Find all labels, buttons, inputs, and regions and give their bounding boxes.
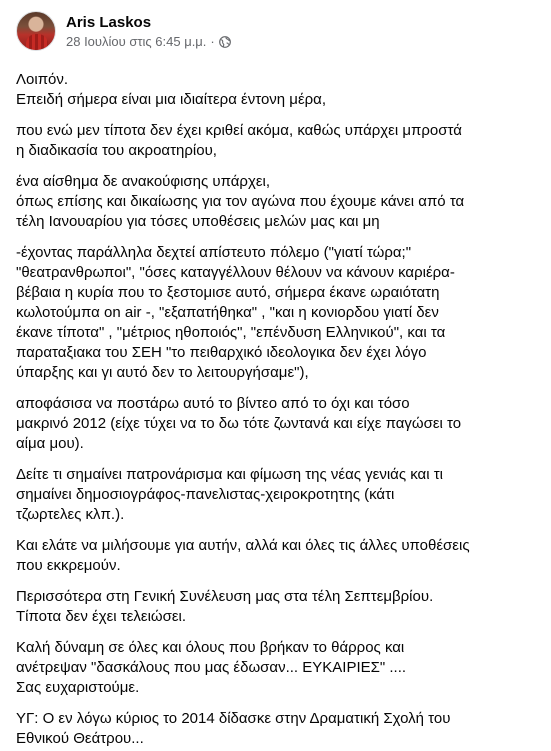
post-line: σημαίνει δημοσιογράφος-πανελιστας-χειροκροτητης (κάτι (16, 486, 395, 503)
post-paragraph (16, 394, 535, 454)
post-header-text (66, 13, 231, 50)
post-line: Επειδή σήμερα είναι μια ιδιαίτερα έντονη μέρα, (16, 91, 326, 108)
post-line: Δείτε τι σημαίνει πατρονάρισμα και φίμωση της νέας γενιάς και τι (16, 466, 443, 483)
post-paragraph (16, 243, 535, 383)
post-line: -έχοντας παράλληλα δεχτεί απίστευτο πόλεμο ("γιατί τώρα;" (16, 244, 412, 261)
post-timestamp[interactable]: 28 Ιουλίου στις 6:45 μ.μ. (66, 33, 207, 49)
post-line: Σας ευχαριστούμε. (16, 679, 140, 696)
post-line: ανέτρεψαν "δασκάλους που μας έδωσαν... ΕΥΚΑΙΡΙΕΣ" .... (16, 659, 407, 676)
post-header (16, 10, 535, 52)
post-paragraph (16, 638, 535, 698)
post-paragraph (16, 172, 535, 232)
post-line: που εκκρεμούν. (16, 557, 121, 574)
post-line: Καλή δύναμη σε όλες και όλους που βρήκαν το θάρρος και (16, 639, 405, 656)
post-line: η διαδικασία του ακροατηρίου, (16, 142, 217, 159)
post-paragraph (16, 465, 535, 525)
post-line: Λοιπόν. (16, 71, 69, 88)
post-line: ΥΓ: Ο εν λόγω κύριος το 2014 δίδασκε στην Δραματική Σχολή του (16, 710, 451, 727)
post-line: ύπαρξης και γι αυτό δεν το λειτουργήσαμε"), (16, 364, 309, 381)
post-line: Τίποτα δεν έχει τελειώσει. (16, 608, 187, 625)
post-paragraph (16, 709, 535, 749)
post-line: τέλη Ιανουαρίου για τόσες υποθέσεις μελών μας και μη (16, 213, 380, 230)
post-line: μακρινό 2012 (είχε τύχει να το δω τότε ζωντανά και είχε παγώσει το (16, 415, 462, 432)
globe-icon[interactable] (219, 35, 231, 47)
post-line: βέβαια η κυρία που το ξεστομισε αυτό, σήμερα έκανε ωραιότατη (16, 284, 440, 301)
post-meta (66, 33, 231, 50)
author-name[interactable]: Aris Laskos (66, 13, 152, 31)
post-line: κωλοτούμπα on air -, "εξαπατήθηκα" , "και η κονιορδου γιατί δεν (16, 304, 439, 321)
post-line: ένα αίσθημα δε ανακούφισης υπάρχει, (16, 173, 271, 190)
post-line: έκανε τίποτα" , "μέτριος ηθοποιός", "επένδυση Ελληνικού", και τα (16, 324, 446, 341)
post-line: Και ελάτε να μιλήσουμε για αυτήν, αλλά και όλες τις άλλες υποθέσεις (16, 537, 470, 554)
post-line: παραταξιακα του ΣΕΗ "το πειθαρχικό ιδεολογικα δεν έχει λόγο (16, 344, 427, 361)
post-body (16, 70, 535, 749)
post-paragraph (16, 536, 535, 576)
post-paragraph (16, 121, 535, 161)
post-line: που ενώ μεν τίποτα δεν έχει κριθεί ακόμα, καθώς υπάρχει μπροστά (16, 122, 462, 139)
post-line: αίμα μου). (16, 435, 84, 452)
post-paragraph (16, 70, 535, 110)
post-paragraph (16, 587, 535, 627)
post-line: "θεατρανθρωποι", "όσες καταγγέλλουν θέλουν να κάνουν καριέρα- (16, 264, 455, 281)
post-line: όπως επίσης και δικαίωσης για τον αγώνα που έχουμε κάνει από τα (16, 193, 465, 210)
post-line: Εθνικού Θεάτρου... (16, 730, 144, 747)
author-avatar[interactable] (16, 11, 56, 51)
post-line: αποφάσισα να ποστάρω αυτό το βίντεο από το όχι και τόσο (16, 395, 410, 412)
post-line: τζωρτελες κλπ.). (16, 506, 125, 523)
post-line: Περισσότερα στη Γενική Συνέλευση μας στα τέλη Σεπτεμβρίου. (16, 588, 434, 605)
meta-separator: · (210, 33, 215, 49)
